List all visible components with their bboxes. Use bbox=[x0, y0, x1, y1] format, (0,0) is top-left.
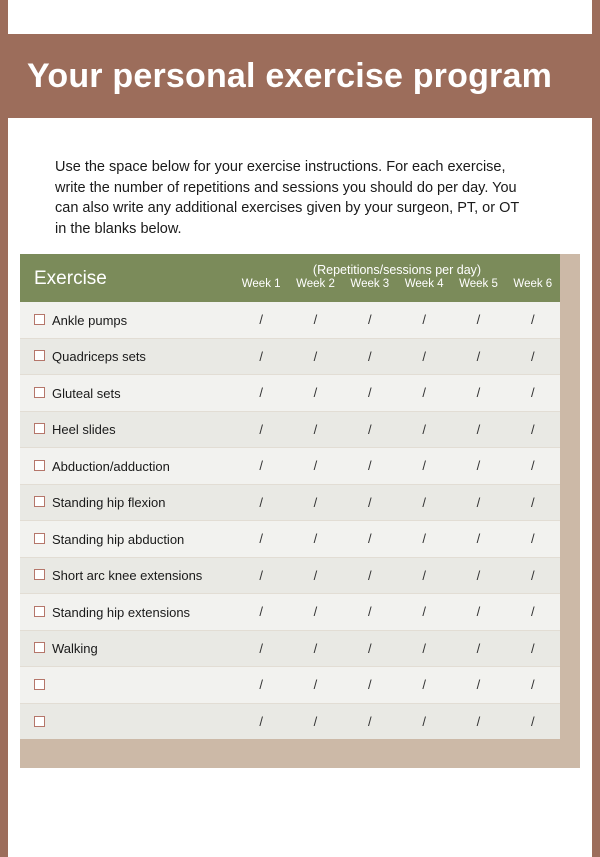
exercise-name-cell bbox=[20, 448, 234, 485]
week-entry-cell[interactable]: / bbox=[288, 557, 342, 594]
week-entry-cell[interactable]: / bbox=[397, 594, 451, 631]
table-row bbox=[20, 594, 560, 631]
exercise-label: Quadriceps sets bbox=[52, 349, 146, 365]
week-entry-cell[interactable]: / bbox=[234, 703, 288, 739]
week-entry-cell[interactable]: / bbox=[288, 594, 342, 631]
week-entry-cell[interactable]: / bbox=[506, 703, 560, 739]
exercise-name-cell bbox=[20, 338, 234, 375]
week-entry-cell[interactable]: / bbox=[451, 521, 505, 558]
week-entry-cell[interactable]: / bbox=[506, 302, 560, 338]
checkbox-icon[interactable] bbox=[34, 350, 45, 361]
week-entry-cell[interactable]: / bbox=[343, 484, 397, 521]
week-entry-cell[interactable]: / bbox=[451, 630, 505, 667]
column-header-week-4: Week 4 bbox=[397, 278, 451, 302]
exercise-label: Heel slides bbox=[52, 422, 116, 438]
week-entry-cell[interactable]: / bbox=[234, 375, 288, 412]
week-entry-cell[interactable]: / bbox=[506, 411, 560, 448]
intro-paragraph: Use the space below for your exercise instructions. For each exercise, write the number of repetitions and sessions you should do per day. You can also write any additional exercises given by your surgeon, PT, or OT in the blanks below. bbox=[55, 159, 519, 237]
exercise-name-cell bbox=[20, 375, 234, 412]
table-head bbox=[20, 254, 560, 302]
week-entry-cell[interactable]: / bbox=[451, 448, 505, 485]
exercise-name-cell bbox=[20, 630, 234, 667]
week-entry-cell[interactable]: / bbox=[451, 557, 505, 594]
week-entry-cell[interactable]: / bbox=[397, 484, 451, 521]
table-body bbox=[20, 302, 560, 739]
week-entry-cell[interactable]: / bbox=[451, 302, 505, 338]
week-entry-cell[interactable]: / bbox=[288, 338, 342, 375]
page-title: Your personal exercise program bbox=[27, 56, 553, 95]
checkbox-icon[interactable] bbox=[34, 387, 45, 398]
week-entry-cell[interactable]: / bbox=[288, 703, 342, 739]
table-row bbox=[20, 521, 560, 558]
table-row bbox=[20, 375, 560, 412]
week-entry-cell[interactable]: / bbox=[288, 448, 342, 485]
column-header-week-3: Week 3 bbox=[343, 278, 397, 302]
week-entry-cell[interactable]: / bbox=[288, 302, 342, 338]
checkbox-icon[interactable] bbox=[34, 496, 45, 507]
exercise-name-cell bbox=[20, 521, 234, 558]
week-entry-cell[interactable]: / bbox=[343, 703, 397, 739]
week-entry-cell[interactable]: / bbox=[343, 594, 397, 631]
week-entry-cell[interactable]: / bbox=[343, 338, 397, 375]
week-entry-cell[interactable]: / bbox=[397, 703, 451, 739]
week-entry-cell[interactable]: / bbox=[397, 667, 451, 704]
week-entry-cell[interactable]: / bbox=[343, 521, 397, 558]
week-entry-cell[interactable]: / bbox=[397, 375, 451, 412]
week-entry-cell[interactable]: / bbox=[506, 521, 560, 558]
week-entry-cell[interactable]: / bbox=[506, 448, 560, 485]
exercise-name-cell bbox=[20, 667, 234, 704]
table-row bbox=[20, 484, 560, 521]
exercise-label: Walking bbox=[52, 641, 98, 657]
week-entry-cell[interactable]: / bbox=[288, 667, 342, 704]
week-entry-cell[interactable]: / bbox=[234, 667, 288, 704]
week-entry-cell[interactable]: / bbox=[506, 338, 560, 375]
table-row bbox=[20, 703, 560, 739]
checkbox-icon[interactable] bbox=[34, 533, 45, 544]
week-entry-cell[interactable]: / bbox=[288, 484, 342, 521]
week-entry-cell[interactable]: / bbox=[234, 630, 288, 667]
table-row bbox=[20, 667, 560, 704]
week-entry-cell[interactable]: / bbox=[234, 484, 288, 521]
exercise-name-cell bbox=[20, 302, 234, 338]
exercise-label: Abduction/adduction bbox=[52, 458, 170, 474]
table-row bbox=[20, 448, 560, 485]
table-row bbox=[20, 630, 560, 667]
week-entry-cell[interactable]: / bbox=[234, 338, 288, 375]
week-entry-cell[interactable]: / bbox=[343, 375, 397, 412]
week-entry-cell[interactable]: / bbox=[288, 630, 342, 667]
checkbox-icon[interactable] bbox=[34, 606, 45, 617]
week-entry-cell[interactable]: / bbox=[234, 521, 288, 558]
checkbox-icon[interactable] bbox=[34, 679, 45, 690]
week-entry-cell[interactable]: / bbox=[234, 448, 288, 485]
column-header-week-5: Week 5 bbox=[451, 278, 505, 302]
week-entry-cell[interactable]: / bbox=[506, 484, 560, 521]
week-entry-cell[interactable]: / bbox=[506, 375, 560, 412]
exercise-name-cell bbox=[20, 411, 234, 448]
week-entry-cell[interactable]: / bbox=[234, 302, 288, 338]
right-accent-band bbox=[592, 0, 600, 857]
checkbox-icon[interactable] bbox=[34, 423, 45, 434]
table-row bbox=[20, 338, 560, 375]
week-entry-cell[interactable]: / bbox=[397, 521, 451, 558]
exercise-label: Short arc knee extensions bbox=[52, 568, 203, 584]
week-entry-cell[interactable]: / bbox=[343, 557, 397, 594]
column-header-spanner: (Repetitions/sessions per day) bbox=[234, 254, 560, 278]
week-entry-cell[interactable]: / bbox=[343, 302, 397, 338]
exercise-label: Gluteal sets bbox=[52, 385, 121, 401]
week-entry-cell[interactable]: / bbox=[451, 667, 505, 704]
exercise-label: Standing hip abduction bbox=[52, 531, 185, 547]
week-entry-cell[interactable]: / bbox=[234, 557, 288, 594]
week-entry-cell[interactable]: / bbox=[343, 411, 397, 448]
exercise-name-cell bbox=[20, 557, 234, 594]
checkbox-icon[interactable] bbox=[34, 716, 45, 727]
table-header-row-spanner bbox=[20, 254, 560, 278]
table-row bbox=[20, 557, 560, 594]
column-header-week-1: Week 1 bbox=[234, 278, 288, 302]
exercise-name-cell bbox=[20, 484, 234, 521]
week-entry-cell[interactable]: / bbox=[397, 411, 451, 448]
week-entry-cell[interactable]: / bbox=[506, 630, 560, 667]
exercise-name-cell bbox=[20, 703, 234, 739]
column-header-week-6: Week 6 bbox=[506, 278, 560, 302]
week-entry-cell[interactable]: / bbox=[451, 703, 505, 739]
week-entry-cell[interactable]: / bbox=[451, 338, 505, 375]
column-header-week-2: Week 2 bbox=[288, 278, 342, 302]
week-entry-cell[interactable]: / bbox=[397, 557, 451, 594]
week-entry-cell[interactable]: / bbox=[343, 630, 397, 667]
week-entry-cell[interactable]: / bbox=[451, 594, 505, 631]
column-header-exercise: Exercise bbox=[20, 254, 234, 302]
week-entry-cell[interactable]: / bbox=[506, 594, 560, 631]
checkbox-icon[interactable] bbox=[34, 460, 45, 471]
table-row bbox=[20, 302, 560, 338]
week-entry-cell[interactable]: / bbox=[288, 375, 342, 412]
week-entry-cell[interactable]: / bbox=[397, 630, 451, 667]
week-entry-cell[interactable]: / bbox=[343, 448, 397, 485]
checkbox-icon[interactable] bbox=[34, 569, 45, 580]
left-accent-band bbox=[0, 0, 8, 857]
exercise-program-table bbox=[20, 254, 560, 739]
exercise-label: Ankle pumps bbox=[52, 312, 128, 328]
week-entry-cell[interactable]: / bbox=[506, 667, 560, 704]
page-header bbox=[0, 34, 600, 118]
week-entry-cell[interactable]: / bbox=[288, 521, 342, 558]
week-entry-cell[interactable]: / bbox=[234, 594, 288, 631]
week-entry-cell[interactable]: / bbox=[234, 411, 288, 448]
week-entry-cell[interactable]: / bbox=[343, 667, 397, 704]
exercise-name-cell bbox=[20, 594, 234, 631]
week-entry-cell[interactable]: / bbox=[397, 448, 451, 485]
week-entry-cell[interactable]: / bbox=[397, 338, 451, 375]
week-entry-cell[interactable]: / bbox=[451, 375, 505, 412]
checkbox-icon[interactable] bbox=[34, 642, 45, 653]
week-entry-cell[interactable]: / bbox=[451, 411, 505, 448]
week-entry-cell[interactable]: / bbox=[288, 411, 342, 448]
table-row bbox=[20, 411, 560, 448]
week-entry-cell[interactable]: / bbox=[506, 557, 560, 594]
exercise-label: Standing hip flexion bbox=[52, 495, 166, 511]
exercise-label: Standing hip extensions bbox=[52, 604, 191, 620]
week-entry-cell[interactable]: / bbox=[397, 302, 451, 338]
checkbox-icon[interactable] bbox=[34, 314, 45, 325]
week-entry-cell[interactable]: / bbox=[451, 484, 505, 521]
